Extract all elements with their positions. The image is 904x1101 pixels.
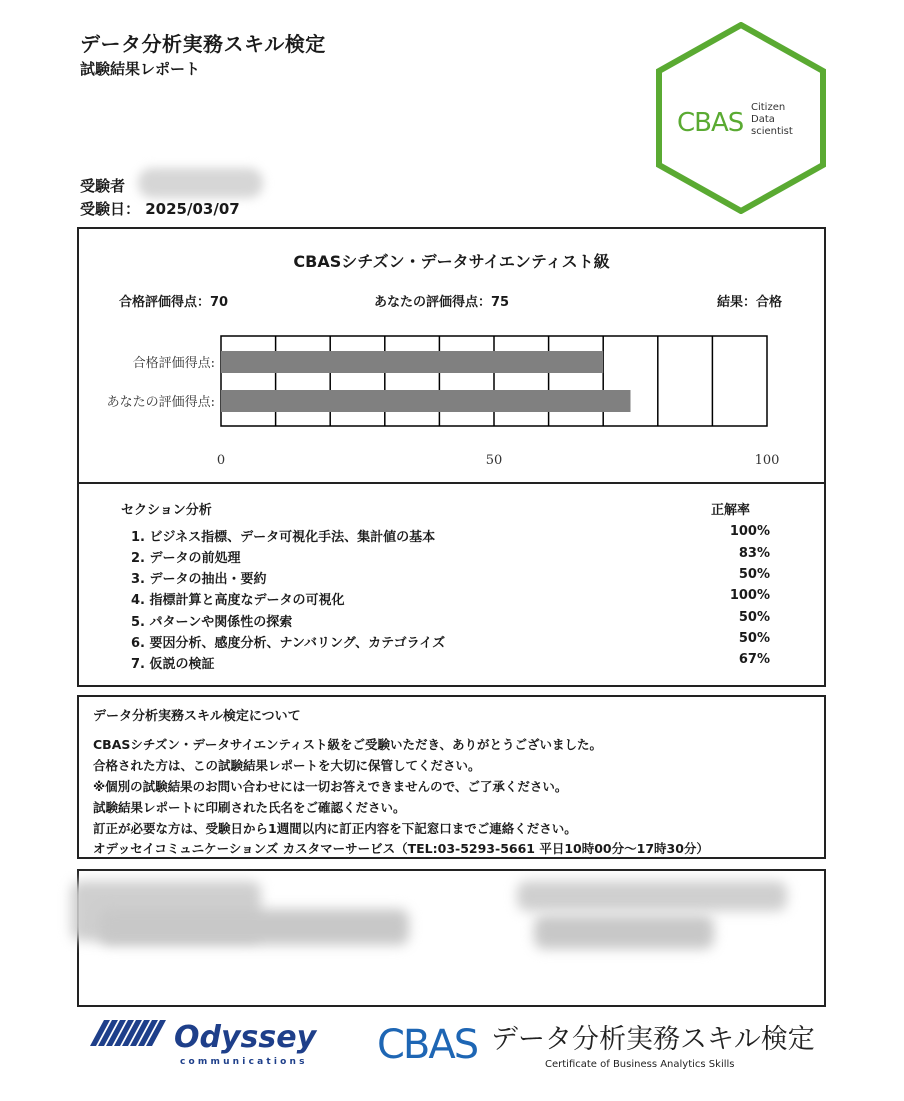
report-title: データ分析実務スキル検定 (80, 32, 326, 56)
odyssey-sub: communications (180, 1057, 308, 1067)
section-item-6: 6. 要因分析、感度分析、ナンバリング、カテゴライズ (131, 636, 446, 651)
result-text: 結果：合格 (716, 295, 782, 310)
section-rate-1: 100% (729, 524, 770, 539)
exam-name: CBASシチズン・データサイエンティスト級 (293, 252, 610, 271)
odyssey-logo (88, 1014, 358, 1074)
candidate-name-redacted (138, 168, 263, 198)
odyssey-stripes-icon (90, 1020, 166, 1046)
section-rate-5: 50% (738, 610, 770, 625)
logo-line-3: scientist (751, 126, 793, 137)
recipient-address-panel (77, 869, 826, 1007)
section-rate-7: 67% (738, 652, 770, 667)
cbas-citizen-logo (655, 22, 827, 214)
odyssey-name: Odyssey (174, 1020, 317, 1055)
candidate-label: 受験者 (80, 177, 126, 195)
exam-date-label: 受験日： (80, 200, 141, 218)
logo-mark: CBAS (677, 108, 744, 138)
category-label-2: あなたの評価得点: (106, 395, 215, 410)
your-score-text: あなたの評価得点：75 (374, 295, 510, 310)
tick-label-2: 50 (485, 453, 503, 468)
pass-score-text: 合格評価得点：70 (119, 295, 229, 310)
section-rate-6: 50% (738, 631, 770, 646)
tick-label-3: 100 (754, 453, 780, 468)
section-item-1: 1. ビジネス指標、データ可視化手法、集計値の基本 (131, 530, 436, 545)
address-redacted-2 (99, 909, 409, 945)
about-line-1: CBASシチズン・データサイエンティスト級をご受験いただき、ありがとうございました。 (93, 737, 603, 752)
section-rate-4: 100% (729, 588, 770, 603)
category-label-1: 合格評価得点: (132, 356, 215, 371)
cbas-footer-logo (375, 1012, 825, 1078)
about-line-6: オデッセイコミュニケーションズ カスタマーサービス（TEL:03-5293-5661 平日10時00分～17時30分） (93, 841, 709, 856)
cbas-footer-sub: Certificate of Business Analytics Skills (545, 1059, 735, 1070)
about-line-3: ※個別の試験結果のお問い合わせには一切お答えできませんので、ご了承ください。 (93, 779, 568, 794)
section-rate-2: 83% (738, 546, 770, 561)
about-line-5: 訂正が必要な方は、受験日から1週間以内に訂正内容を下記窓口までご連絡ください。 (93, 821, 577, 836)
divider-1 (79, 482, 824, 484)
section-item-4: 4. 指標計算と高度なデータの可視化 (131, 593, 345, 608)
report-subtitle: 試験結果レポート (80, 60, 201, 78)
bar-1 (221, 351, 603, 373)
cbas-footer-mark: CBAS (377, 1022, 478, 1068)
score-chart (79, 324, 824, 479)
correct-rate-heading: 正解率 (711, 503, 751, 518)
bar-2 (221, 390, 631, 412)
exam-date-row (80, 198, 240, 219)
address-redacted-4 (534, 915, 714, 949)
section-item-2: 2. データの前処理 (131, 551, 241, 566)
about-line-4: 試験結果レポートに印刷された氏名をご確認ください。 (93, 800, 406, 815)
result-panel (77, 227, 826, 687)
address-redacted-3 (517, 881, 787, 911)
section-item-5: 5. パターンや関係性の探索 (131, 615, 293, 630)
about-line-2: 合格された方は、この試験結果レポートを大切に保管してください。 (93, 758, 481, 773)
section-item-3: 3. データの抽出・要約 (131, 572, 267, 587)
exam-date-value: 2025/03/07 (145, 200, 240, 218)
tick-label-1: 0 (216, 453, 226, 468)
section-item-7: 7. 仮説の検証 (131, 657, 215, 672)
cbas-footer-title: データ分析実務スキル検定 (491, 1024, 815, 1055)
about-panel (77, 695, 826, 859)
about-title: データ分析実務スキル検定について (93, 709, 301, 724)
section-analysis-heading: セクション分析 (121, 503, 212, 518)
logo-line-1: Citizen (751, 102, 786, 113)
logo-line-2: Data (751, 114, 775, 125)
section-rate-3: 50% (738, 567, 770, 582)
